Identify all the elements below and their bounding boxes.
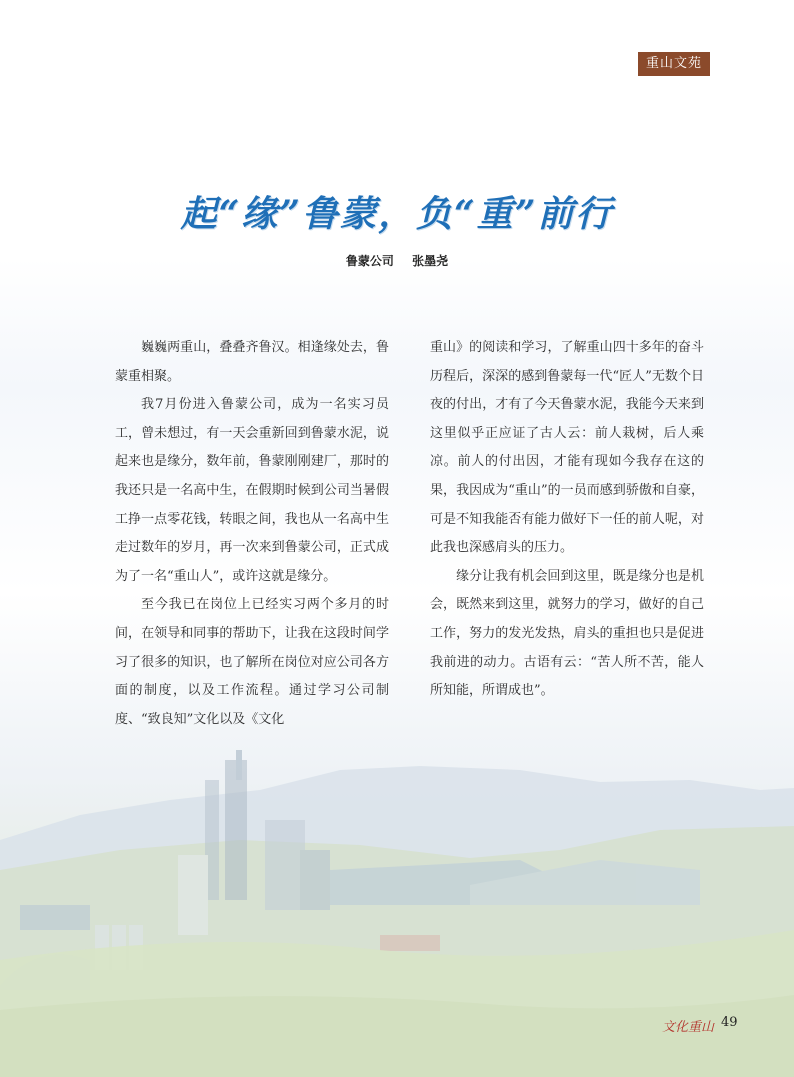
right-column xyxy=(430,334,704,706)
paragraph: 巍巍两重山，叠叠齐鲁汉。相逢缘处去，鲁蒙重相聚。 xyxy=(115,340,389,384)
paragraph: 缘分让我有机会回到这里，既是缘分也是机会，既然来到这里，就努力的学习，做好的自己工作，努力的发光发热，肩头的重担也只是促进我前进的动力。古语有云：“苦人所不苦，能人所知能，所谓成也”。 xyxy=(430,568,704,699)
paragraph: 重山》的阅读和学习，了解重山四十多年的奋斗历程后，深深的感到鲁蒙每一代“匠人”无数个日夜的付出，才有了今天鲁蒙水泥，我能今天来到这里似乎正应证了古人云：前人栽树，后人乘凉。前人的付出因，才能有现如今我存在这的果，我因成为“重山”的一员而感到骄傲和自豪，可是不知我能否有能力做好下一任的前人呢，对此我也深感肩头的压力。 xyxy=(430,340,704,556)
byline-org: 鲁蒙公司 xyxy=(345,254,394,268)
section-tag: 重山文苑 xyxy=(638,52,710,76)
byline xyxy=(0,252,794,269)
byline-author: 张墨尧 xyxy=(412,254,449,268)
paragraph: 至今我已在岗位上已经实习两个多月的时间，在领导和同事的帮助下，让我在这段时间学习了很多的知识，也了解所在岗位对应公司各方面的制度，以及工作流程。通过学习公司制度、“致良知”文化以及《文化 xyxy=(115,597,389,727)
footer-brand-logo: 文化重山 xyxy=(662,1020,715,1035)
page-number: 49 xyxy=(721,1015,738,1030)
paragraph: 我7月份进入鲁蒙公司，成为一名实习员工，曾未想过，有一天会重新回到鲁蒙水泥，说起来也是缘分，数年前，鲁蒙刚刚建厂，那时的我还只是一名高中生，在假期时候到公司当暑假工挣一点零花钱，转眼之间，我也从一名高中生走过数年的岁月，再一次来到鲁蒙公司，正式成为了一名“重山人”，或许这就是缘分。 xyxy=(115,397,389,584)
left-column xyxy=(115,334,389,734)
article-title: 起“缘”鲁蒙，负“重”前行 xyxy=(180,193,614,235)
